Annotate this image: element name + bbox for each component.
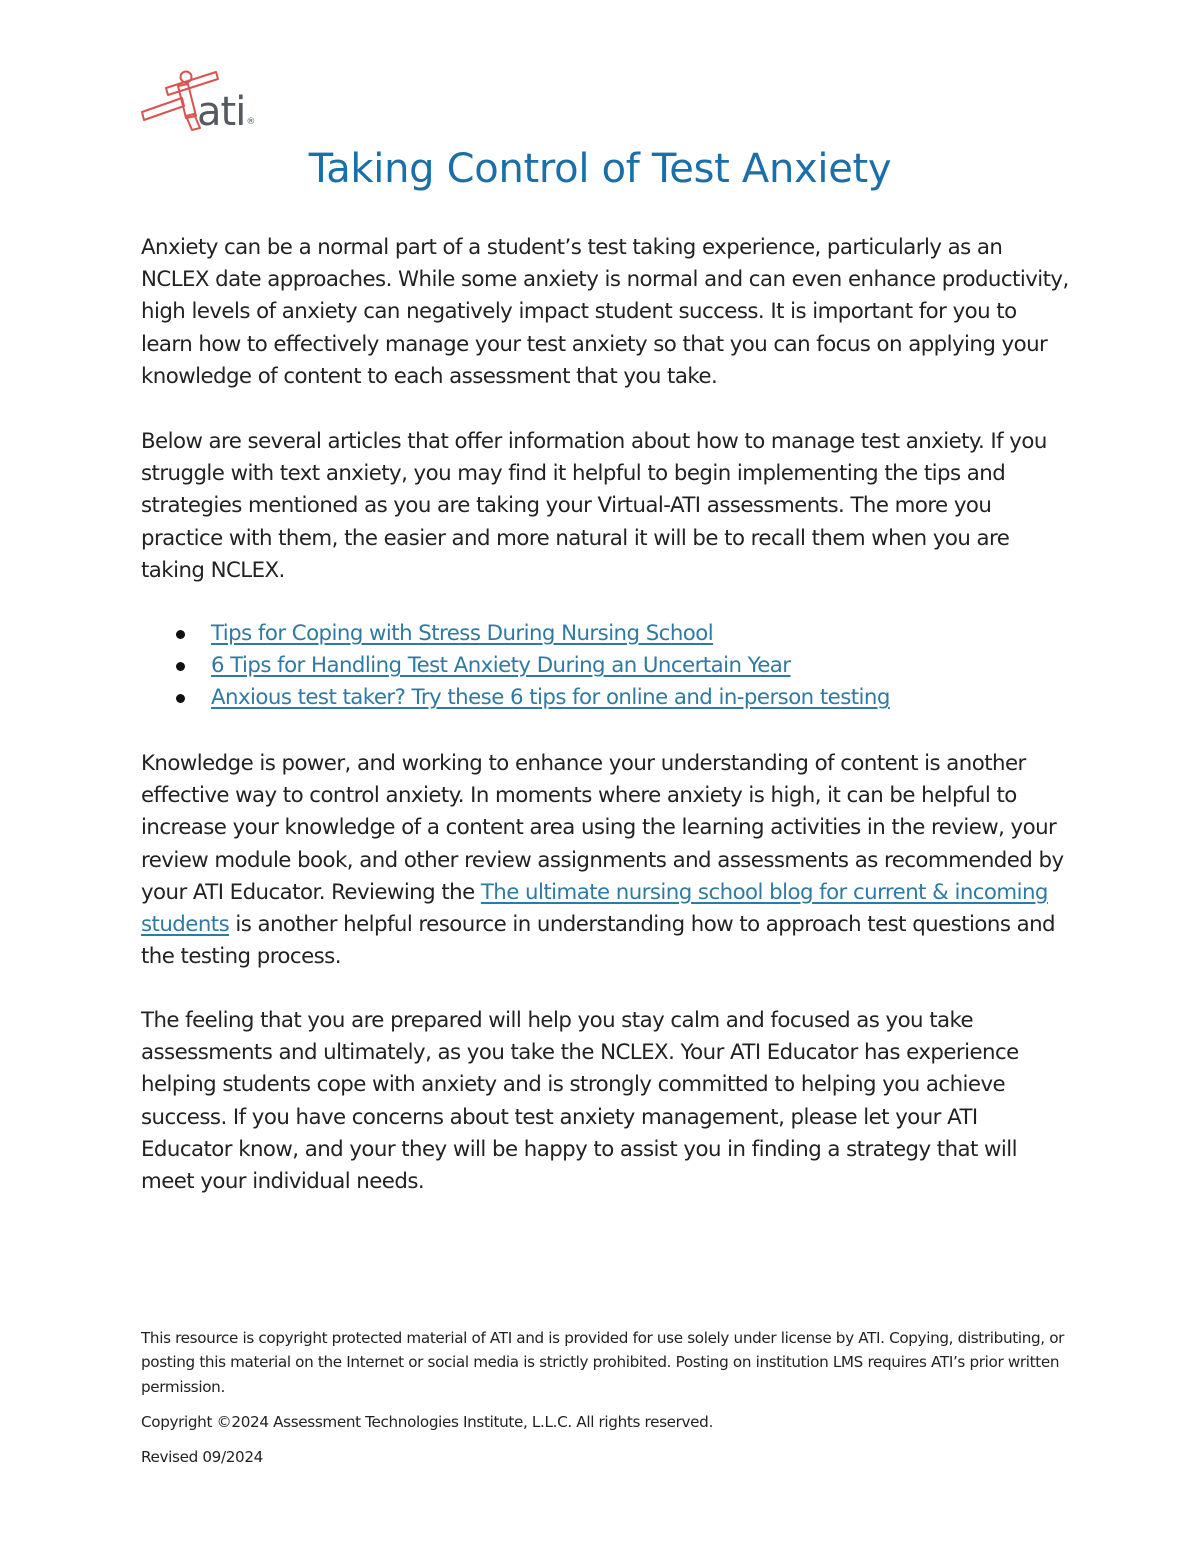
copyright-line: Copyright ©2024 Assessment Technologies Institute, L.L.C. All rights reserved. bbox=[141, 1412, 713, 1431]
paragraph-intro: Anxiety can be a normal part of a student’s test taking experience, particularly as an NCLEX date approaches. While some anxiety is normal and can even enhance productivity, high levels of anxiety can negatively impact student success. It is important for you to learn how to effectively manage your test anxiety so that you can focus on applying your knowledge of content to each assessment that you take. bbox=[141, 235, 1069, 389]
bullet-icon bbox=[176, 694, 185, 703]
link-nursing-school-blog[interactable]: The ultimate nursing school blog for current & incoming students bbox=[141, 879, 1048, 938]
list-item bbox=[141, 682, 1071, 714]
copyright-notice: This resource is copyright protected material of ATI and is provided for use solely under license by ATI. Copying, distributing, or posting this material on the Internet or social media is strictly prohibited. Posting on institution LMS requires ATI’s prior written permission. bbox=[141, 1329, 1065, 1396]
paragraph-articles: Below are several articles that offer information about how to manage test anxiety. If you struggle with text anxiety, you may find it helpful to begin implementing the tips and strategies mentioned as you are taking your Virtual-ATI assessments. The more you practice with them, the easier and more natural it will be to recall them when you are taking NCLEX. bbox=[141, 429, 1047, 583]
list-item bbox=[141, 618, 1071, 650]
ati-logo-wordmark: ati® bbox=[197, 89, 255, 135]
article-link-list bbox=[141, 618, 1071, 715]
paragraph-knowledge bbox=[141, 748, 1071, 973]
revision-date: Revised 09/2024 bbox=[141, 1448, 263, 1467]
paragraph-knowledge-text: Knowledge is power, and working to enhance your understanding of content is another effective way to control anxiety. In moments where anxiety is high, it can be helpful to increase your knowledge of a content area using the learning activities in the review, your review module book, and other review assignments and assessments as recommended by your ATI Educator. Reviewing the bbox=[141, 751, 1064, 905]
paragraph-knowledge-text-end: is another helpful resource in understanding how to approach test questions and the testing process. bbox=[141, 912, 1055, 970]
link-handling-test-anxiety[interactable]: 6 Tips for Handling Test Anxiety During an Uncertain Year bbox=[211, 653, 791, 679]
footer bbox=[141, 1326, 1071, 1469]
trademark-symbol: ® bbox=[246, 117, 255, 127]
bullet-icon bbox=[176, 630, 185, 639]
list-item bbox=[141, 650, 1071, 682]
page-title: Taking Control of Test Anxiety bbox=[308, 146, 892, 192]
link-coping-stress[interactable]: Tips for Coping with Stress During Nursing School bbox=[211, 621, 714, 646]
bullet-icon bbox=[176, 662, 185, 671]
paragraph-prepared: The feeling that you are prepared will help you stay calm and focused as you take assessments and ultimately, as you take the NCLEX. Your ATI Educator has experience helping students cope with anxiety and is strongly committed to helping you achieve success. If you have concerns about test anxiety management, please let your ATI Educator know, and your they will be happy to assist you in finding a strategy that will meet your individual needs. bbox=[141, 1008, 1019, 1195]
link-anxious-test-taker[interactable]: Anxious test taker? Try these 6 tips for online and in-person testing bbox=[211, 685, 890, 711]
